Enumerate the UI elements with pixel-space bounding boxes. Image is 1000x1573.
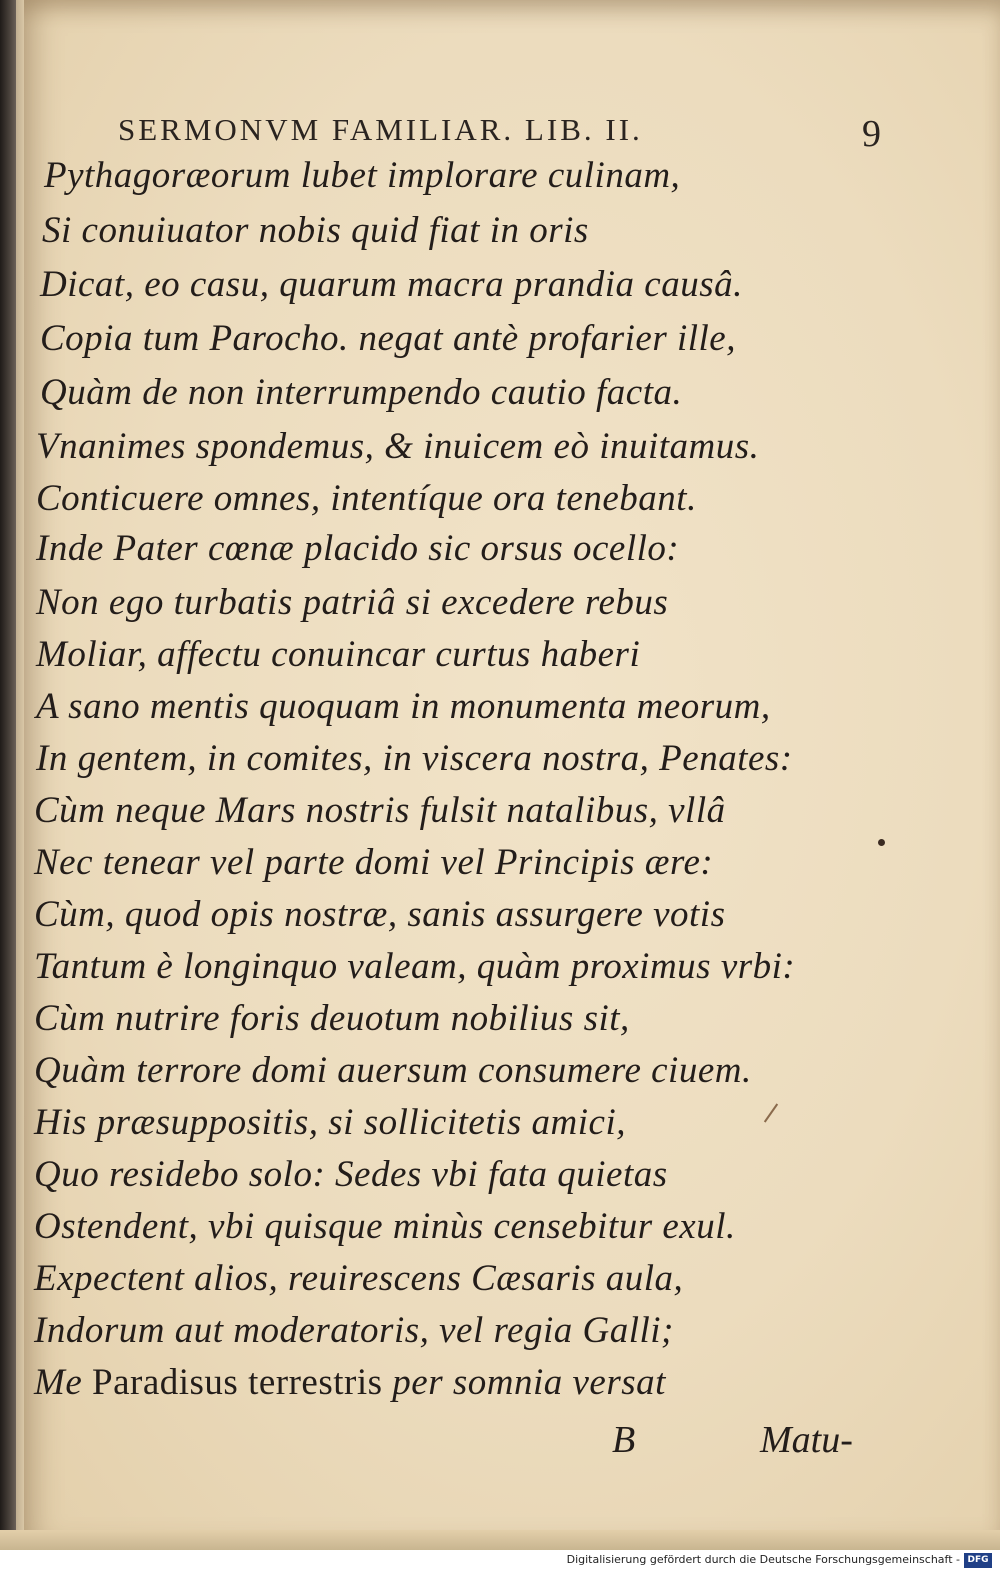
dfg-logo: DFG	[964, 1553, 992, 1568]
verse-line-9: Non ego turbatis patriâ si excedere rebus	[36, 582, 669, 623]
verse-line-12: In gentem, in comites, in viscera nostra, Penates:	[36, 738, 793, 779]
verse-line-24-italic-start: Me	[34, 1362, 83, 1403]
verse-line-6: Vnanimes spondemus, & inuicem eò inuitamus.	[36, 426, 760, 467]
verse-line-14: Nec tenear vel parte domi vel Principis ære:	[34, 842, 714, 883]
verse-line-4: Copia tum Parocho. negat antè profarier ille,	[40, 318, 736, 359]
verse-line-18: Quàm terrore domi auersum consumere ciuem.	[34, 1050, 752, 1091]
verse-line-21: Ostendent, vbi quisque minùs censebitur exul.	[34, 1206, 736, 1247]
footer-bar	[0, 1550, 1000, 1573]
signature-mark: B	[612, 1419, 636, 1461]
verse-line-7: Conticuere omnes, intentíque ora tenebant.	[36, 478, 697, 519]
verse-line-24-italic-end: per somnia versat	[392, 1362, 666, 1403]
verse-line-19: His præsuppositis, si sollicitetis amici,	[34, 1102, 626, 1143]
verse-line-8: Inde Pater cœnæ placido sic orsus ocello:	[36, 528, 680, 569]
verse-line-15: Cùm, quod opis nostræ, sanis assurgere votis	[34, 894, 726, 935]
verse-line-24-roman: Paradisus terrestris	[92, 1362, 383, 1403]
verse-line-20: Quo residebo solo: Sedes vbi fata quietas	[34, 1154, 668, 1195]
verse-line-23: Indorum aut moderatoris, vel regia Galli;	[34, 1310, 674, 1351]
verse-line-3: Dicat, eo casu, quarum macra prandia causâ.	[40, 264, 743, 305]
verse-line-11: A sano mentis quoquam in monumenta meorum,	[36, 686, 771, 727]
verse-line-10: Moliar, affectu conuincar curtus haberi	[36, 634, 641, 675]
ink-spot	[878, 839, 885, 846]
running-head: SERMONVM FAMILIAR. LIB. II.	[118, 112, 643, 147]
verse-line-2: Si conuiuator nobis quid fiat in oris	[42, 210, 589, 251]
catchword: Matu-	[760, 1419, 853, 1461]
verse-line-5: Quàm de non interrumpendo cautio facta.	[40, 372, 683, 413]
folio-number: 9	[862, 113, 881, 155]
funding-notice: Digitalisierung gefördert durch die Deutsche Forschungsgemeinschaft -	[566, 1553, 960, 1566]
verse-line-13: Cùm neque Mars nostris fulsit natalibus, vllâ	[34, 790, 726, 831]
verse-line-24	[34, 1364, 666, 1401]
verse-line-17: Cùm nutrire foris deuotum nobilius sit,	[34, 998, 630, 1039]
verse-line-22: Expectent alios, reuirescens Cæsaris aula,	[34, 1258, 684, 1299]
verse-line-16: Tantum è longinquo valeam, quàm proximus vrbi:	[34, 946, 796, 987]
verse-line-1: Pythagoræorum lubet implorare culinam,	[44, 155, 681, 196]
